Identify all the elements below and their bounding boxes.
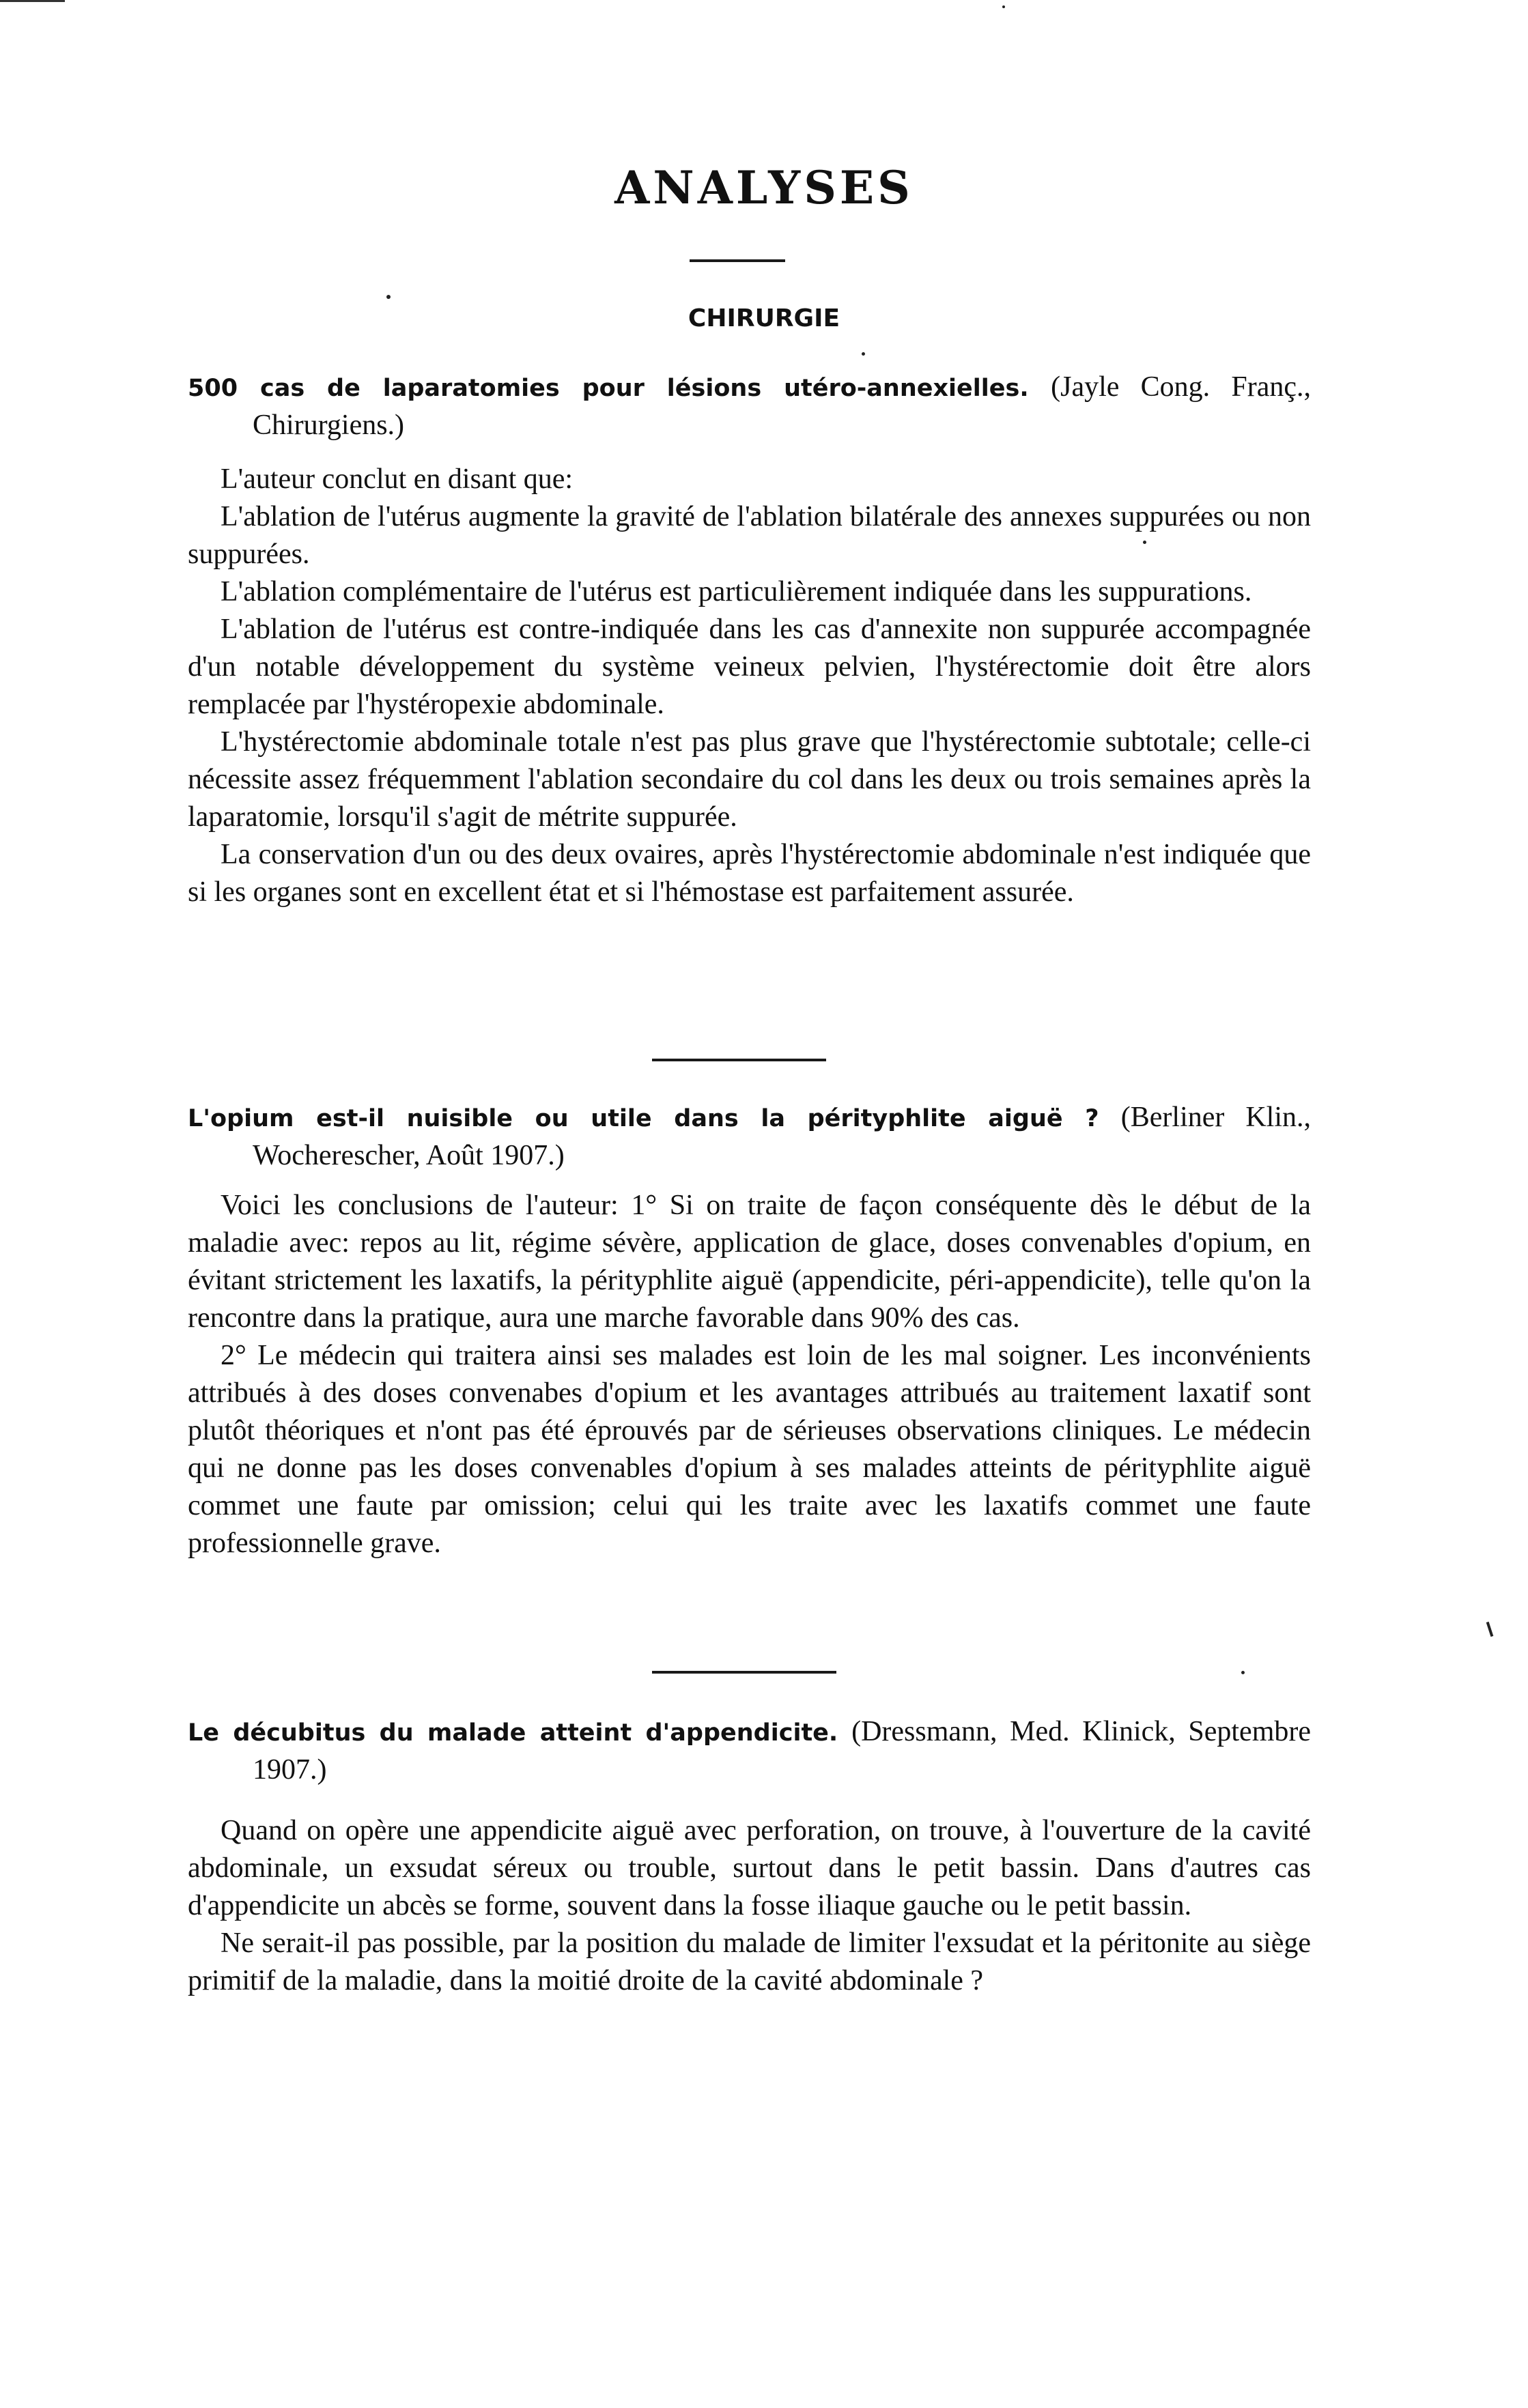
title-rule bbox=[690, 259, 785, 262]
article-separator bbox=[652, 1059, 826, 1061]
scan-speck bbox=[1486, 1622, 1494, 1637]
article-separator bbox=[652, 1671, 836, 1674]
scan-edge-mark bbox=[0, 0, 65, 2]
scan-speck bbox=[1241, 1671, 1245, 1674]
article-paragraph: Voici les conclusions de l'auteur: 1° Si on traite de façon conséquente dès le début de la maladie avec: repos au lit, régime sévère, application de glace, doses convenables d'opium, en évitant strictement les laxatifs, la pérityphlite aiguë (appendicite, péri-appendicite), telle qu'on la rencontre dans la pratique, aura une marche favorable dans 90% des cas. bbox=[188, 1190, 1311, 1334]
article-source: (Dressmann, Med. Klinick, Septembre 1907.) bbox=[253, 1716, 1311, 1786]
article-paragraph: Ne serait-il pas possible, par la position du malade de limiter l'exsudat et la péritonite au siège primitif de la maladie, dans la moitié droite de la cavité abdominale ? bbox=[188, 1927, 1311, 1996]
article-paragraph: L'ablation de l'utérus augmente la gravité de l'ablation bilatérale des annexes suppurées ou non suppurées. bbox=[188, 501, 1311, 570]
scan-speck bbox=[862, 352, 865, 356]
article-title: Le décubitus du malade atteint d'appendicite. bbox=[188, 1719, 838, 1747]
scan-speck bbox=[386, 295, 391, 299]
scan-speck bbox=[1002, 5, 1005, 8]
article-paragraph: L'ablation complémentaire de l'utérus est particulièrement indiquée dans les suppurations. bbox=[221, 576, 1252, 607]
article-3 bbox=[188, 1713, 1311, 2000]
article-paragraph: L'auteur conclut en disant que: bbox=[221, 463, 574, 495]
article-heading bbox=[188, 1713, 1311, 1789]
scan-speck bbox=[1143, 541, 1146, 544]
section-heading: CHIRURGIE bbox=[688, 304, 840, 332]
article-2 bbox=[188, 1099, 1311, 1562]
article-paragraph: Quand on opère une appendicite aiguë avec perforation, on trouve, à l'ouverture de la cavité abdominale, un exsudat séreux ou trouble, surtout dans le petit bassin. Dans d'autres cas d'appendicite un abcès se forme, souvent dans la fosse iliaque gauche ou le petit bassin. bbox=[188, 1815, 1311, 1921]
page-title: ANALYSES bbox=[614, 161, 914, 214]
article-1 bbox=[188, 369, 1311, 911]
article-source: (Berliner Klin., Wocherescher, Août 1907.) bbox=[253, 1102, 1311, 1171]
article-source: (Jayle Cong. Franç., Chirurgiens.) bbox=[253, 371, 1311, 441]
article-title: 500 cas de laparatomies pour lésions utéro-annexielles. bbox=[188, 375, 1029, 402]
article-heading bbox=[188, 369, 1311, 444]
article-paragraph: La conservation d'un ou des deux ovaires, après l'hystérectomie abdominale n'est indiquée que si les organes sont en excellent état et si l'hémostase est parfaitement assurée. bbox=[188, 839, 1311, 908]
article-heading bbox=[188, 1099, 1311, 1175]
article-paragraph: L'ablation de l'utérus est contre-indiquée dans les cas d'annexite non suppurée accompagnée d'un notable développement du système veineux pelvien, l'hystérectomie doit être alors remplacée par l'hystéropexie abdominale. bbox=[188, 614, 1311, 720]
article-paragraph: 2° Le médecin qui traitera ainsi ses malades est loin de les mal soigner. Les inconvénients attribués à des doses convenabes d'opium et les avantages attribués au traitement laxatif sont plutôt théoriques et n'ont pas été éprouvés par de sérieuses observations cliniques. Le médecin qui ne donne pas les doses convenables d'opium à ses malades atteints de pérityphlite aiguë commet une faute par omission; celui qui les traite avec les laxatifs commet une faute professionnelle grave. bbox=[188, 1340, 1311, 1559]
article-paragraph: L'hystérectomie abdominale totale n'est pas plus grave que l'hystérectomie subtotale; celle-ci nécessite assez fréquemment l'ablation secondaire du col dans les deux ou trois semaines après la laparatomie, lorsqu'il s'agit de métrite suppurée. bbox=[188, 726, 1311, 833]
article-title: L'opium est-il nuisible ou utile dans la pérityphlite aiguë ? bbox=[188, 1105, 1099, 1132]
